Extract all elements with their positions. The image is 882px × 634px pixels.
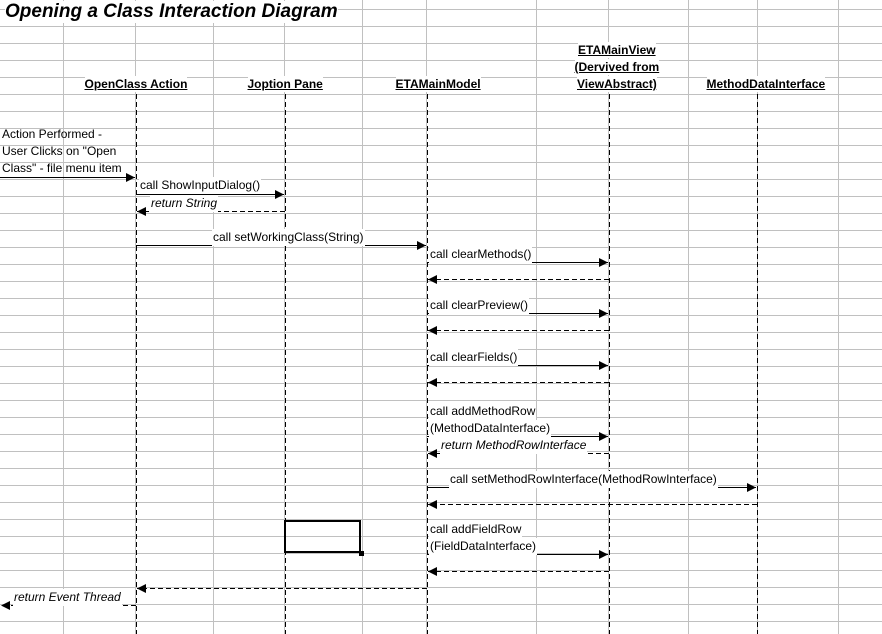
fill-handle[interactable] <box>359 551 364 556</box>
message-label-m11: (MethodDataInterface) <box>430 421 551 435</box>
lifeline-header-view: (Dervived from <box>574 60 660 74</box>
message-label-m12: return MethodRowInterface <box>441 438 587 452</box>
message-label-m11: call addMethodRow <box>430 404 536 418</box>
trigger-note: Class" - file menu item <box>2 161 122 175</box>
message-label-m9: call clearFields() <box>430 350 518 364</box>
trigger-note: User Clicks on "Open <box>2 144 117 158</box>
message-label-m7: call clearPreview() <box>430 298 529 312</box>
lifeline-header-model: ETAMainModel <box>395 77 481 91</box>
message-label-m2: call ShowInputDialog() <box>140 178 261 192</box>
message-label-m15: call addFieldRow <box>430 522 522 536</box>
message-label-m5: call clearMethods() <box>430 247 532 261</box>
lifeline-header-openclass: OpenClass Action <box>84 77 188 91</box>
message-label-m4: call setWorkingClass(String) <box>213 230 364 244</box>
message-label-m3: return String <box>151 196 218 210</box>
lifeline-header-view: ViewAbstract) <box>577 77 657 91</box>
message-label-m13: call setMethodRowInterface(MethodRowInterface) <box>450 472 717 486</box>
trigger-note: Action Performed - <box>2 127 103 141</box>
message-label-m18: return Event Thread <box>14 590 121 604</box>
lifeline-header-joption: Joption Pane <box>247 77 323 91</box>
lifeline-header-mdi: MethodDataInterface <box>706 77 826 91</box>
lifeline-header-view: ETAMainView <box>578 43 656 57</box>
selected-cell[interactable] <box>284 520 361 553</box>
message-label-m15: (FieldDataInterface) <box>430 539 537 553</box>
diagram-title: Opening a Class Interaction Diagram <box>5 1 338 22</box>
